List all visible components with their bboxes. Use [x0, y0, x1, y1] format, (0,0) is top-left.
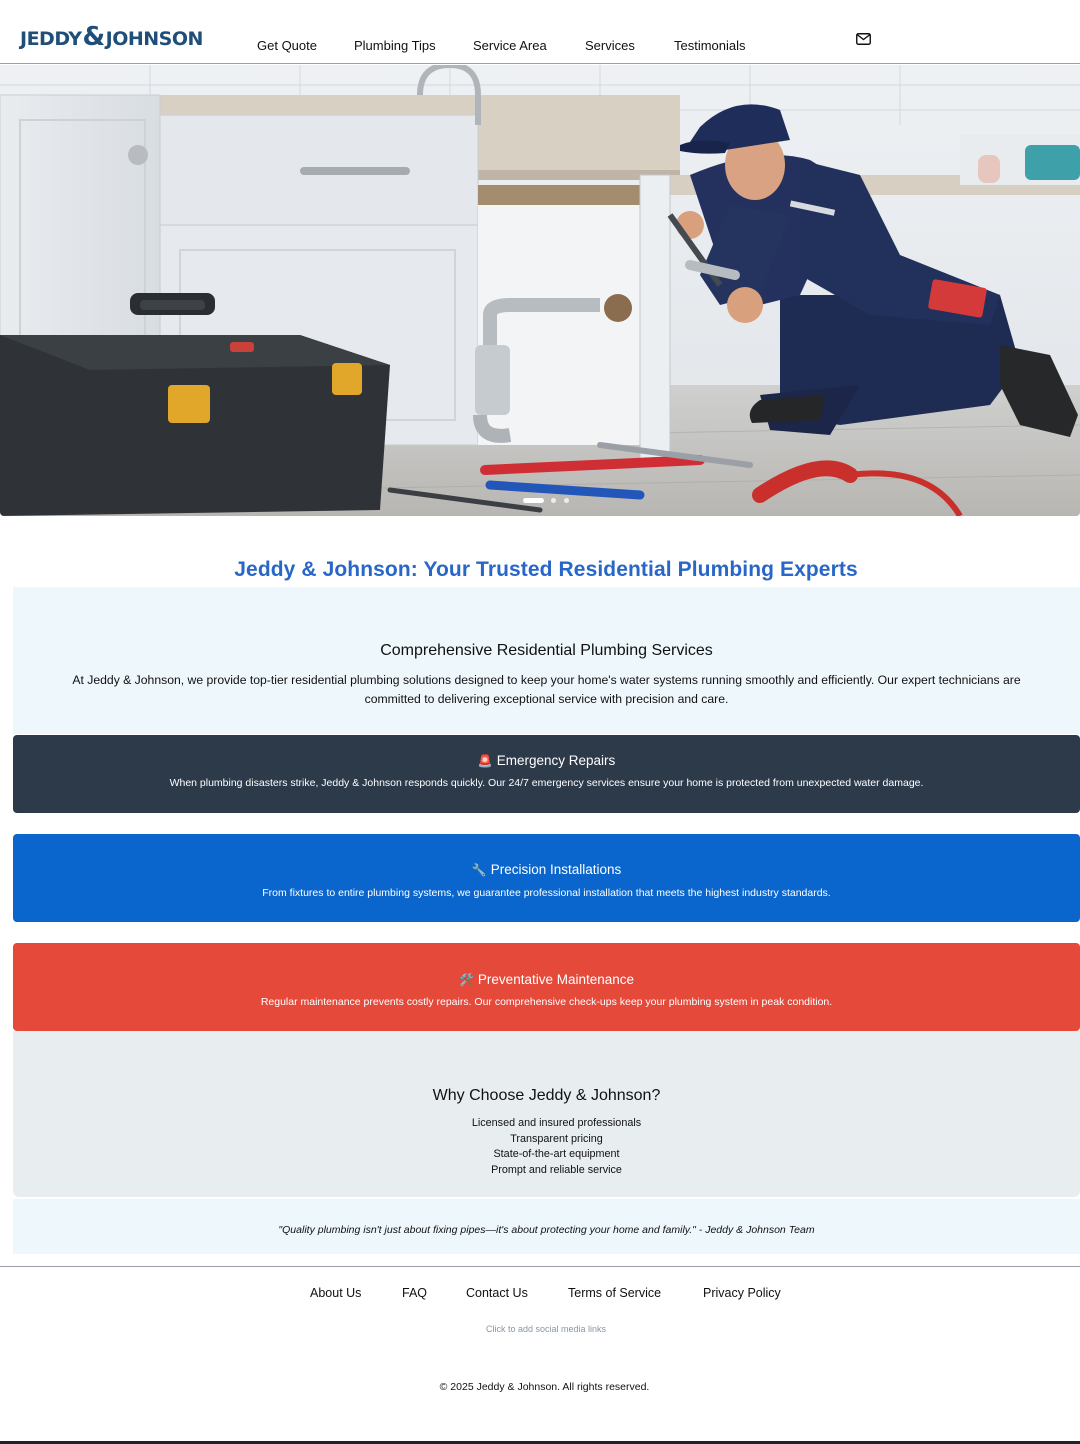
nav-get-quote[interactable]: Get Quote — [257, 38, 317, 53]
footer-link-faq[interactable]: FAQ — [402, 1286, 428, 1300]
service-title-installations — [13, 862, 1080, 877]
service-text-maintenance: Regular maintenance prevents costly repairs. Our comprehensive check-ups keep your plumbing system in peak condition. — [260, 996, 833, 1008]
nav-service-area[interactable]: Service Area — [473, 38, 547, 53]
service-title-text: Precision Installations — [490, 862, 622, 877]
footer-link-about[interactable]: About Us — [310, 1286, 362, 1300]
siren-icon: 🚨 — [477, 754, 493, 768]
intro-heading: Comprehensive Residential Plumbing Services — [380, 642, 713, 659]
service-title-text: Emergency Repairs — [496, 753, 616, 768]
carousel-dot[interactable] — [564, 498, 569, 503]
testimonial-quote — [13, 1199, 1080, 1254]
mail-icon[interactable] — [856, 33, 871, 45]
footer-link-contact[interactable]: Contact Us — [466, 1286, 528, 1300]
carousel-dot[interactable] — [551, 498, 556, 503]
intro-text: At Jeddy & Johnson, we provide top-tier residential plumbing solutions designed to keep your home's water systems running smoothly and efficiently. Our expert technicians are committed to delivering exceptional service with precision and care. — [72, 673, 1021, 706]
nav-services[interactable]: Services — [585, 38, 635, 53]
footer-link-privacy[interactable]: Privacy Policy — [703, 1286, 781, 1300]
footer-link-terms[interactable]: Terms of Service — [568, 1286, 662, 1300]
copyright: © 2025 Jeddy & Johnson. All rights reserved. — [439, 1381, 650, 1393]
list-item: Transparent pricing — [510, 1132, 603, 1145]
logo-text-left: JEDDY — [20, 28, 82, 50]
why-choose-section — [13, 1031, 1080, 1197]
logo-ampersand: & — [82, 22, 105, 52]
service-title-emergency — [13, 753, 1080, 768]
why-heading: Why Choose Jeddy & Johnson? — [432, 1087, 661, 1104]
social-links-placeholder[interactable]: Click to add social media links — [485, 1324, 607, 1334]
carousel-indicators — [0, 498, 1080, 504]
hero-image — [0, 65, 1080, 516]
service-text-installations: From fixtures to entire plumbing systems, we guarantee professional installation that meets the highest industry standards. — [262, 887, 831, 899]
page-title: Jeddy & Johnson: Your Trusted Residential Plumbing Experts — [234, 558, 858, 581]
intro-section — [13, 587, 1080, 734]
carousel-dot-active[interactable] — [523, 498, 544, 503]
list-item: Prompt and reliable service — [491, 1163, 622, 1176]
hero-plumber-illustration — [0, 65, 1080, 516]
list-item: Licensed and insured professionals — [471, 1117, 642, 1129]
service-card-emergency — [13, 735, 1080, 813]
site-footer — [0, 1266, 1080, 1444]
wrench-icon: 🔧 — [471, 863, 487, 877]
nav-testimonials[interactable]: Testimonials — [674, 38, 746, 53]
quote-text: "Quality plumbing isn't just about fixing pipes—it's about protecting your home and family." - Jeddy & Johnson Team — [278, 1224, 815, 1236]
main-nav — [0, 38, 1080, 56]
tools-icon: 🛠️ — [458, 973, 474, 987]
logo-text-right: JOHNSON — [105, 28, 203, 50]
service-text-emergency: When plumbing disasters strike, Jeddy & Johnson responds quickly. Our 24/7 emergency services ensure your home is protected from unexpected water damage. — [169, 777, 924, 789]
service-title-maintenance — [13, 972, 1080, 987]
service-card-maintenance — [13, 943, 1080, 1031]
list-item: State-of-the-art equipment — [493, 1148, 620, 1160]
nav-plumbing-tips[interactable]: Plumbing Tips — [354, 38, 436, 53]
why-list — [13, 1116, 1080, 1178]
service-title-text: Preventative Maintenance — [477, 972, 635, 987]
service-card-installations — [13, 834, 1080, 922]
site-header — [0, 0, 1080, 64]
